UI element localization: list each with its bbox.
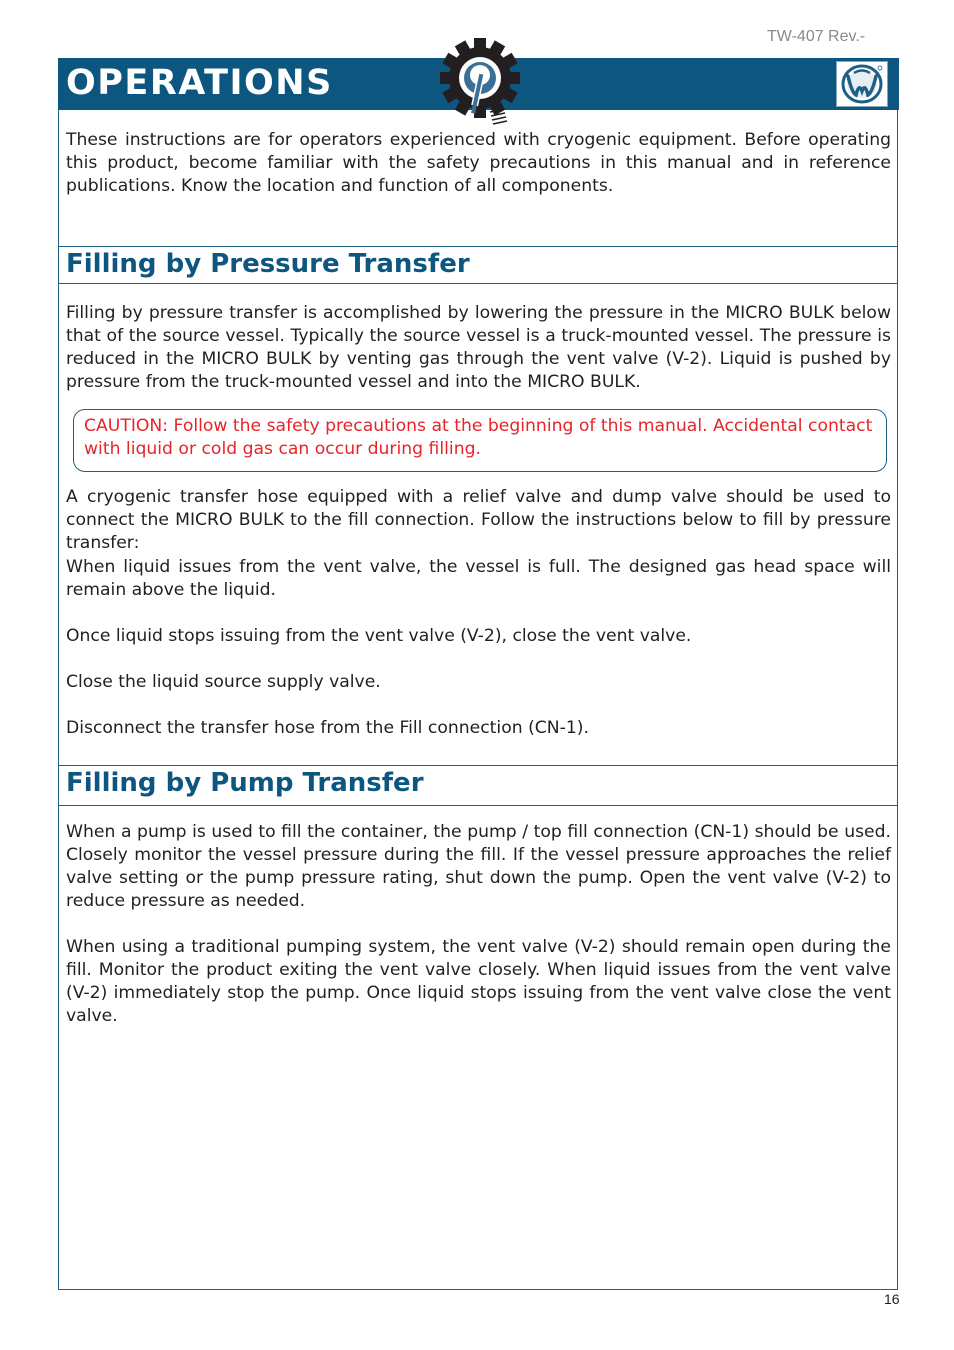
cw-logo-icon bbox=[836, 61, 888, 107]
document-reference: TW-407 Rev.- bbox=[767, 28, 866, 45]
section-heading-pressure-transfer bbox=[59, 246, 898, 284]
pressure-transfer-paragraph-1: Filling by pressure transfer is accomplished by lowering the pressure in the MICRO BULK below that of the source vessel. Typically the source vessel is a truck-mounted vessel. The pressure is reduced in the MICRO BULK by venting gas through the vent valve (V-2). Liquid is pushed by pressure from the truck-mounted vessel and into the MICRO BULK. bbox=[66, 303, 891, 392]
page-number: 16 bbox=[884, 1291, 900, 1307]
pressure-transfer-paragraph-2: A cryogenic transfer hose equipped with a relief valve and dump valve should be used to connect the MICRO BULK to the fill connection. Follow the instructions below to fill by pressure transfer: bbox=[66, 487, 891, 553]
page-title: OPERATIONS bbox=[66, 63, 333, 103]
section-heading-text: Filling by Pump Transfer bbox=[66, 768, 424, 798]
intro-paragraph: These instructions are for operators experienced with cryogenic equipment. Before operating this product, become familiar with the safety precautions in this manual and in reference publications. Know the location and function of all components. bbox=[66, 130, 891, 196]
gear-wrench-icon bbox=[438, 36, 522, 126]
pressure-transfer-paragraph-6: Disconnect the transfer hose from the Fill connection (CN-1). bbox=[66, 718, 589, 738]
caution-text: CAUTION: Follow the safety precautions at the beginning of this manual. Accidental contact with liquid or cold gas can occur during filling. bbox=[84, 416, 873, 459]
section-heading-text: Filling by Pressure Transfer bbox=[66, 249, 470, 279]
pressure-transfer-paragraph-5: Close the liquid source supply valve. bbox=[66, 672, 381, 692]
section-heading-pump-transfer bbox=[59, 765, 898, 806]
pump-transfer-paragraph-2: When using a traditional pumping system, the vent valve (V-2) should remain open during the fill. Monitor the product exiting the vent valve closely. When liquid issues from the vent valve (V-2) immediately stop the pump. Once liquid stops issuing from the vent valve close the vent valve. bbox=[66, 937, 891, 1026]
pump-transfer-paragraph-1: When a pump is used to fill the container, the pump / top fill connection (CN-1) should be used. Closely monitor the vessel pressure during the fill. If the vessel pressure approaches the relief valve setting or the pump pressure rating, shut down the pump. Open the vent valve (V-2) to reduce pressure as needed. bbox=[66, 822, 891, 911]
caution-box bbox=[73, 409, 887, 472]
pressure-transfer-paragraph-3: When liquid issues from the vent valve, the vessel is full. The designed gas head space will remain above the liquid. bbox=[66, 557, 891, 600]
pressure-transfer-paragraph-4: Once liquid stops issuing from the vent valve (V-2), close the vent valve. bbox=[66, 626, 692, 646]
